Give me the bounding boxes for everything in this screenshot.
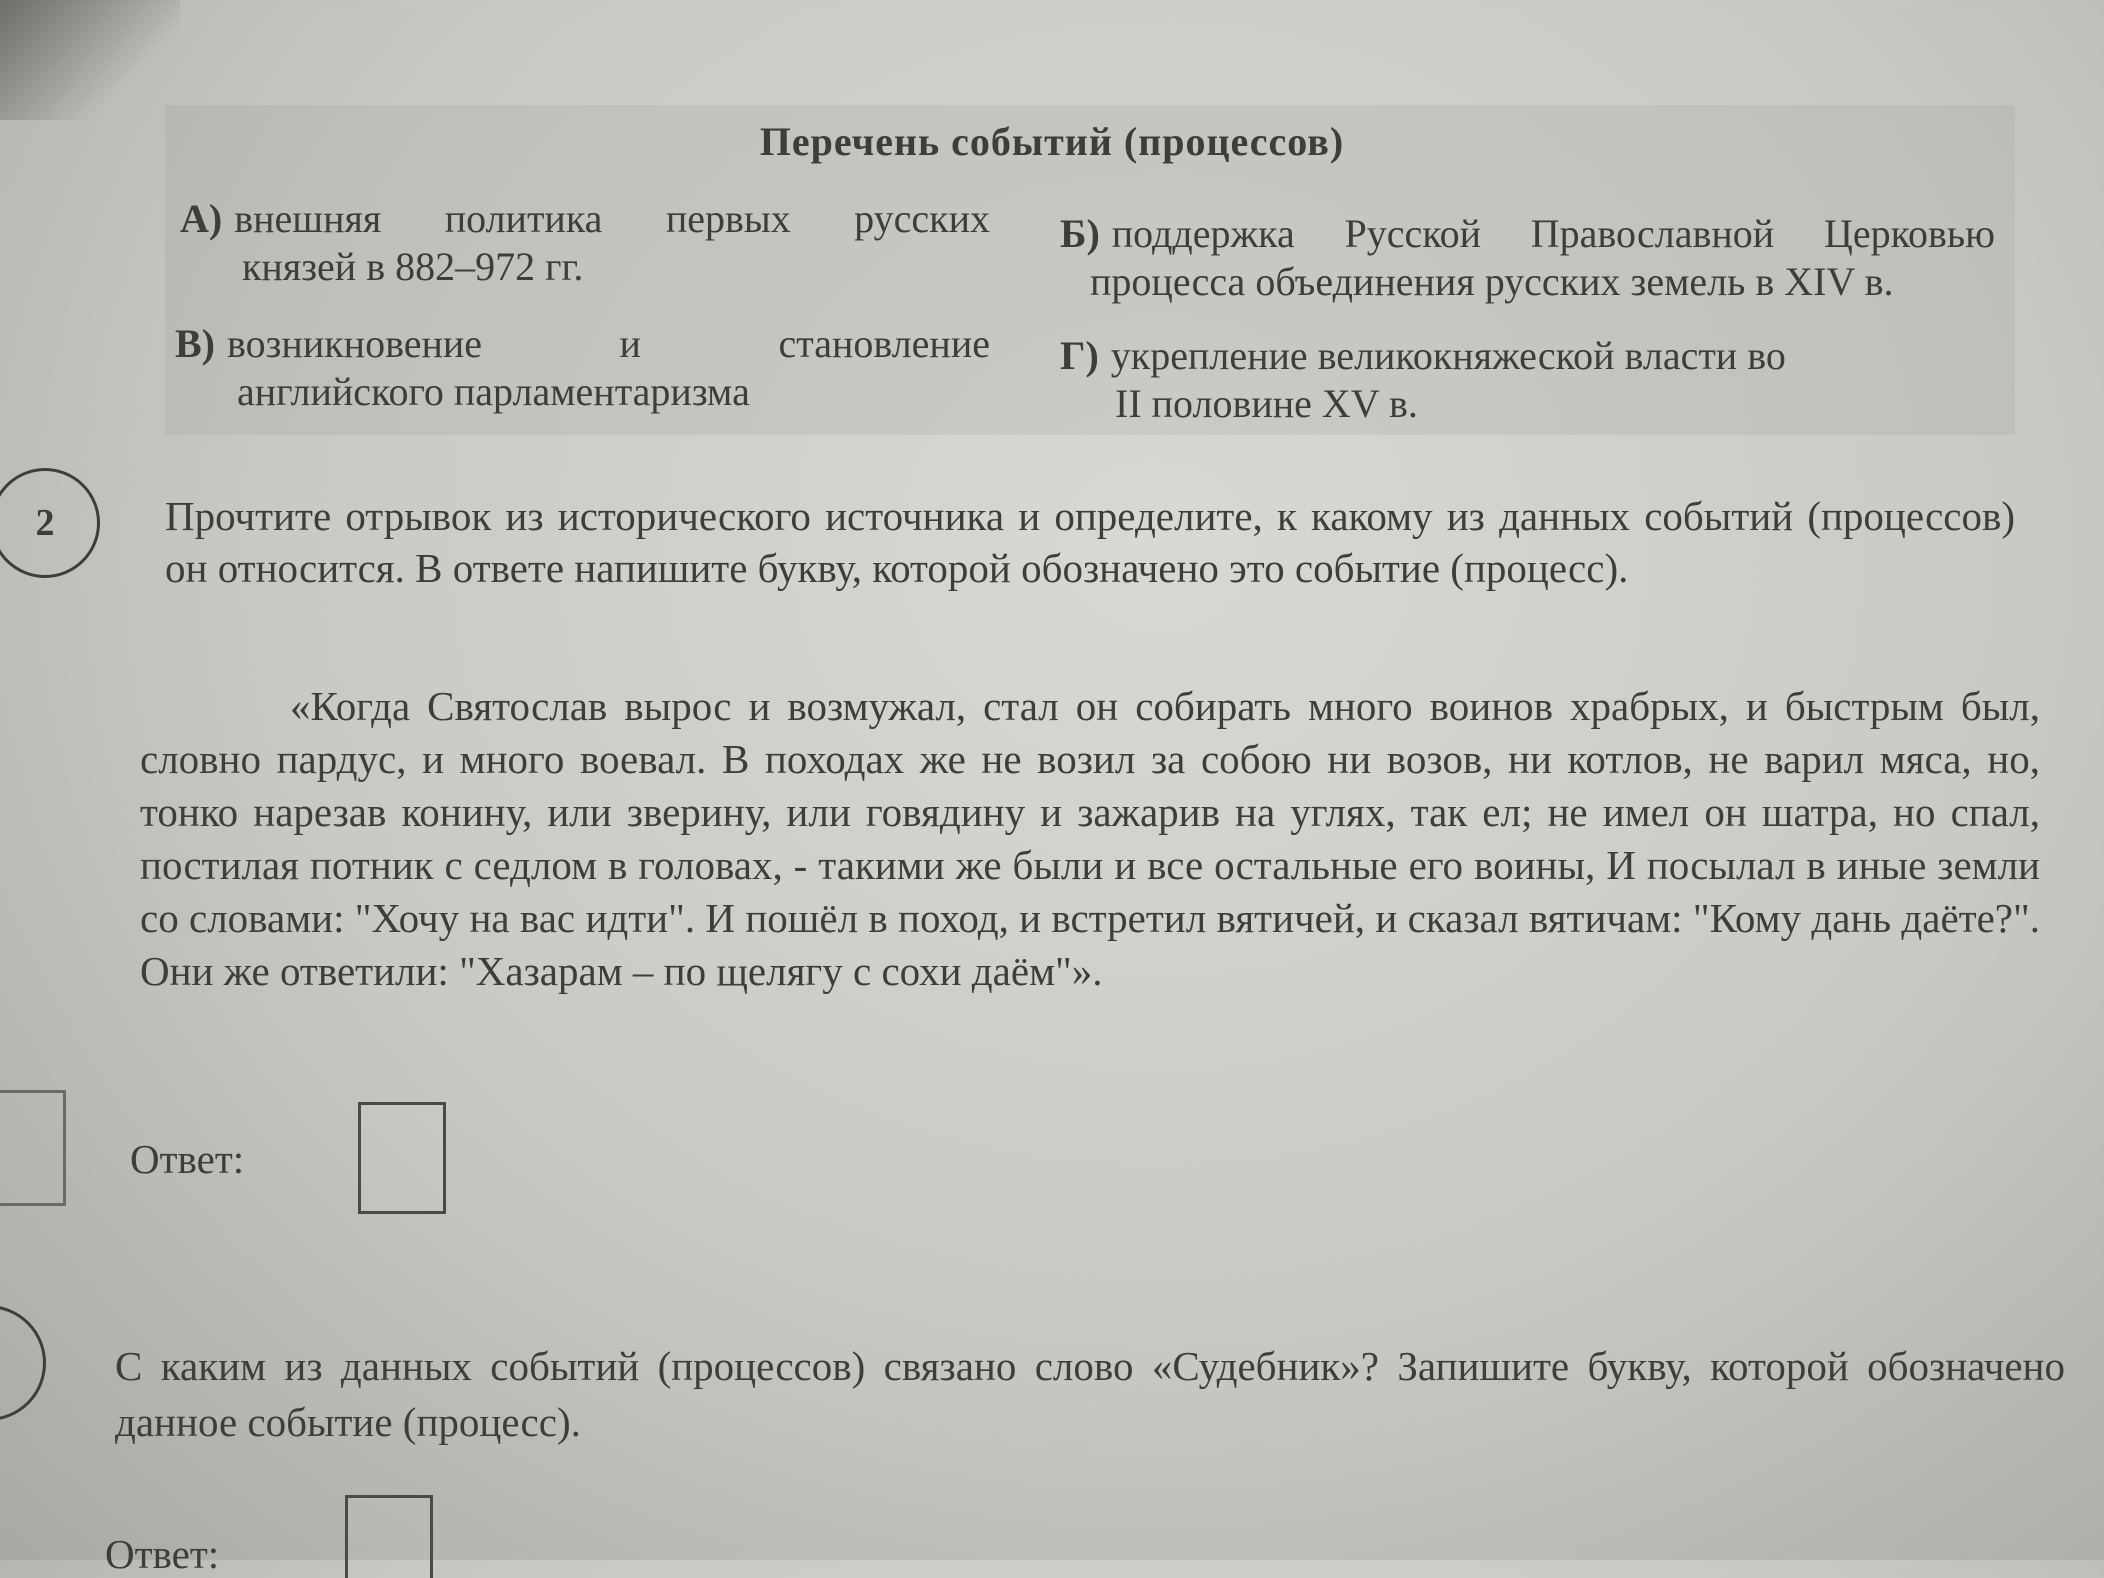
event-c-line2: английского парламентаризма [237,369,750,414]
event-c-letter: В) [175,321,215,366]
question-2-answer-label: Ответ: [130,1136,245,1182]
question-2-answer-box[interactable] [358,1102,446,1214]
event-c [175,320,990,416]
event-a-line1: внешняя политика первых русских [234,196,990,241]
event-c-line1: возникновение и становление [227,321,990,366]
event-d-letter: Г) [1060,333,1099,378]
event-a-line2: князей в 882–972 гг. [242,244,584,289]
question-3-number-circle [0,1305,46,1421]
event-b [1060,210,1995,306]
question-3-answer-box[interactable] [345,1495,433,1578]
question-2-number: 2 [0,468,100,578]
question-2-text: Прочтите отрывок из исторического источника и определите, к какому из данных событий (процессов) он относится. В ответе напишите букву, которой обозначено это событие (процесс). [165,493,2015,591]
corner-shadow [0,0,180,120]
event-d-line1: укрепление великокняжеской власти во [1110,333,1786,378]
event-a [180,195,990,291]
events-list-title: Перечень событий (процессов) [759,119,1345,164]
event-b-letter: Б) [1060,211,1100,256]
event-a-letter: А) [180,196,223,241]
question-3-text: С каким из данных событий (процессов) связано слово «Судебник»? Запишите букву, которой обозначено данное событие (процесс). [115,1343,2065,1445]
event-b-line1: поддержка Русской Православной Церковью [1111,211,1995,256]
event-b-line2: процесса объединения русских земель в XIV в. [1090,259,1894,304]
event-d [1060,332,1995,428]
margin-score-box [0,1090,66,1206]
question-3-answer-label: Ответ: [105,1531,220,1577]
event-d-line2: II половине XV в. [1115,381,1418,426]
historical-excerpt: «Когда Святослав вырос и возмужал, стал он собирать много воинов храбрых, и быстрым был, словно пардус, и много воевал. В походах же не возил за собою ни возов, ни котлов, не варил мяса, но, тонко нарезав конину, или зверину, или говядину и зажарив на углях, так ел; не имел он шатра, но спал, постилая потник с седлом в головах, - такими же были и все остальные его воины, И посылал в иные земли со словами: "Хочу на вас идти". И пошёл в поход, и встретил вятичей, и сказал вятичам: "Кому дань даёте?". Они же ответили: "Хазарам – по щелягу с сохи даём"». [140,683,2040,994]
